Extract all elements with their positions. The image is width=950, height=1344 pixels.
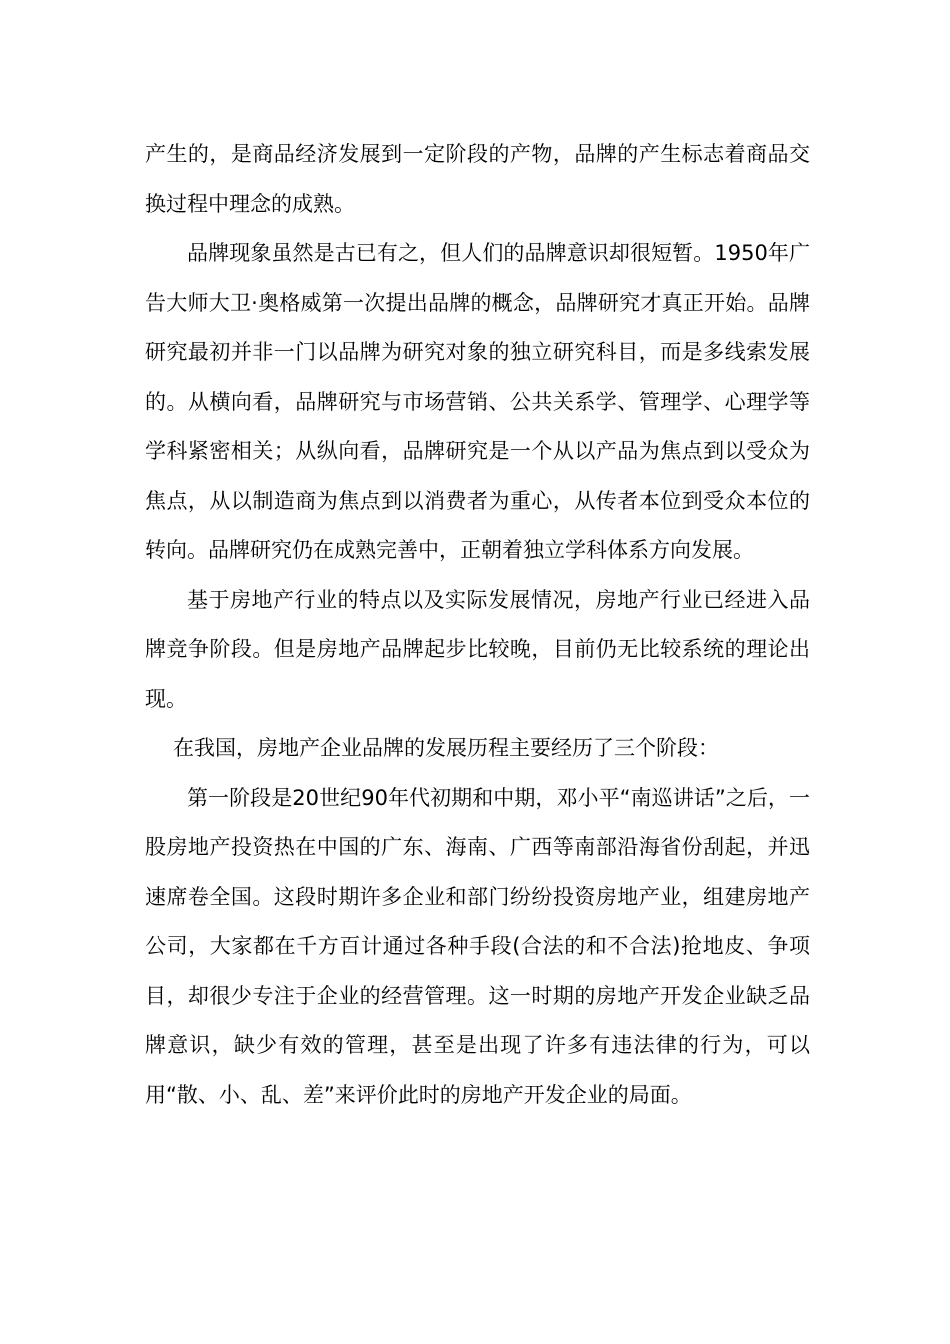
paragraph-continuation: 产生的，是商品经济发展到一定阶段的产物，品牌的产生标志着商品交换过程中理念的成熟。 [145,142,810,216]
document-body [145,130,810,1120]
paragraph-stages-intro: 在我国，房地产企业品牌的发展历程主要经历了三个阶段： [173,736,719,760]
paragraph-brand-research: 品牌现象虽然是古已有之，但人们的品牌意识却很短暂。1950年广告大师大卫·奥格威第一次提出品牌的概念，品牌研究才真正开始。品牌研究最初并非一门以品牌为研究对象的独立研究科目，而是多线索发展的。从横向看，品牌研究与市场营销、公共关系学、管理学、心理学等学科紧密相关；从纵向看，品牌研究是一个从以产品为焦点到以受众为焦点，从以制造商为焦点到以消费者为重心，从传者本位到受众本位的转向。品牌研究仍在成熟完善中，正朝着独立学科体系方向发展。 [145,241,810,562]
paragraph-first-stage: 第一阶段是20世纪90年代初期和中期，邓小平“南巡讲话”之后，一股房地产投资热在中国的广东、海南、广西等南部沿海省份刮起，并迅速席卷全国。这段时期许多企业和部门纷纷投资房地产业，组建房地产公司，大家都在千方百计通过各种手段(合法的和不合法)抢地皮、争项目，却很少专注于企业的经营管理。这一时期的房地产开发企业缺乏品牌意识，缺少有效的管理，甚至是出现了许多有违法律的行为，可以用“散、小、乱、差”来评价此时的房地产开发企业的局面。 [145,785,810,1107]
paragraph-real-estate-brand: 基于房地产行业的特点以及实际发展情况，房地产行业已经进入品牌竞争阶段。但是房地产品牌起步比较晚，目前仍无比较系统的理论出现。 [145,587,810,711]
